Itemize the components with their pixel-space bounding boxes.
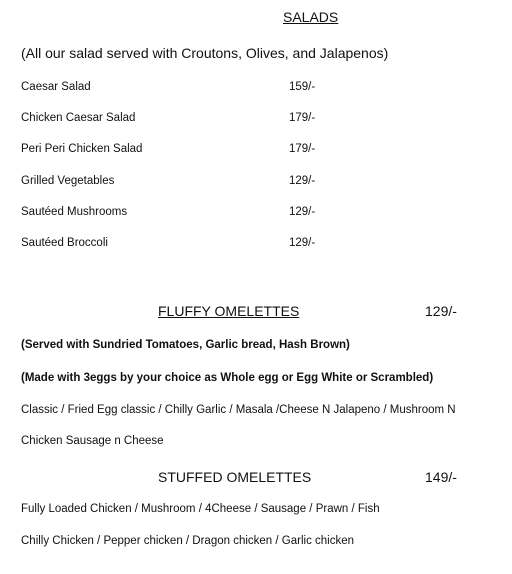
salads-title: SALADS [283, 9, 339, 25]
stuffed-options-line: Fully Loaded Chicken / Mushroom / 4Cheese / Sausage / Prawn / Fish [21, 503, 380, 515]
menu-item-price: 129/- [289, 206, 316, 218]
stuffed-omelettes-title: STUFFED OMELETTES [158, 469, 312, 485]
menu-item-price: 159/- [289, 81, 316, 93]
menu-item-name: Peri Peri Chicken Salad [21, 143, 143, 155]
menu-item-price: 129/- [289, 237, 316, 249]
menu-item-name: Caesar Salad [21, 81, 91, 93]
menu-item-name: Sautéed Mushrooms [21, 206, 128, 218]
stuffed-omelettes-price: 149/- [425, 469, 457, 485]
fluffy-options-line: Classic / Fried Egg classic / Chilly Garlic / Masala /Cheese N Jalapeno / Mushroom N [21, 404, 456, 416]
menu-item-name: Sautéed Broccoli [21, 237, 108, 249]
fluffy-note-served: (Served with Sundried Tomatoes, Garlic bread, Hash Brown) [21, 339, 350, 351]
menu-item-price: 179/- [289, 143, 316, 155]
menu-item-name: Chicken Caesar Salad [21, 112, 136, 124]
fluffy-omelettes-price: 129/- [425, 303, 457, 319]
fluffy-options-line: Chicken Sausage n Cheese [21, 435, 164, 447]
menu-item-name: Grilled Vegetables [21, 175, 115, 187]
fluffy-note-made: (Made with 3eggs by your choice as Whole egg or Egg White or Scrambled) [21, 372, 434, 384]
fluffy-omelettes-title: FLUFFY OMELETTES [158, 303, 300, 319]
salads-note: (All our salad served with Croutons, Olives, and Jalapenos) [21, 45, 389, 61]
menu-item-price: 179/- [289, 112, 316, 124]
menu-item-price: 129/- [289, 175, 316, 187]
stuffed-options-line: Chilly Chicken / Pepper chicken / Dragon chicken / Garlic chicken [21, 535, 355, 547]
